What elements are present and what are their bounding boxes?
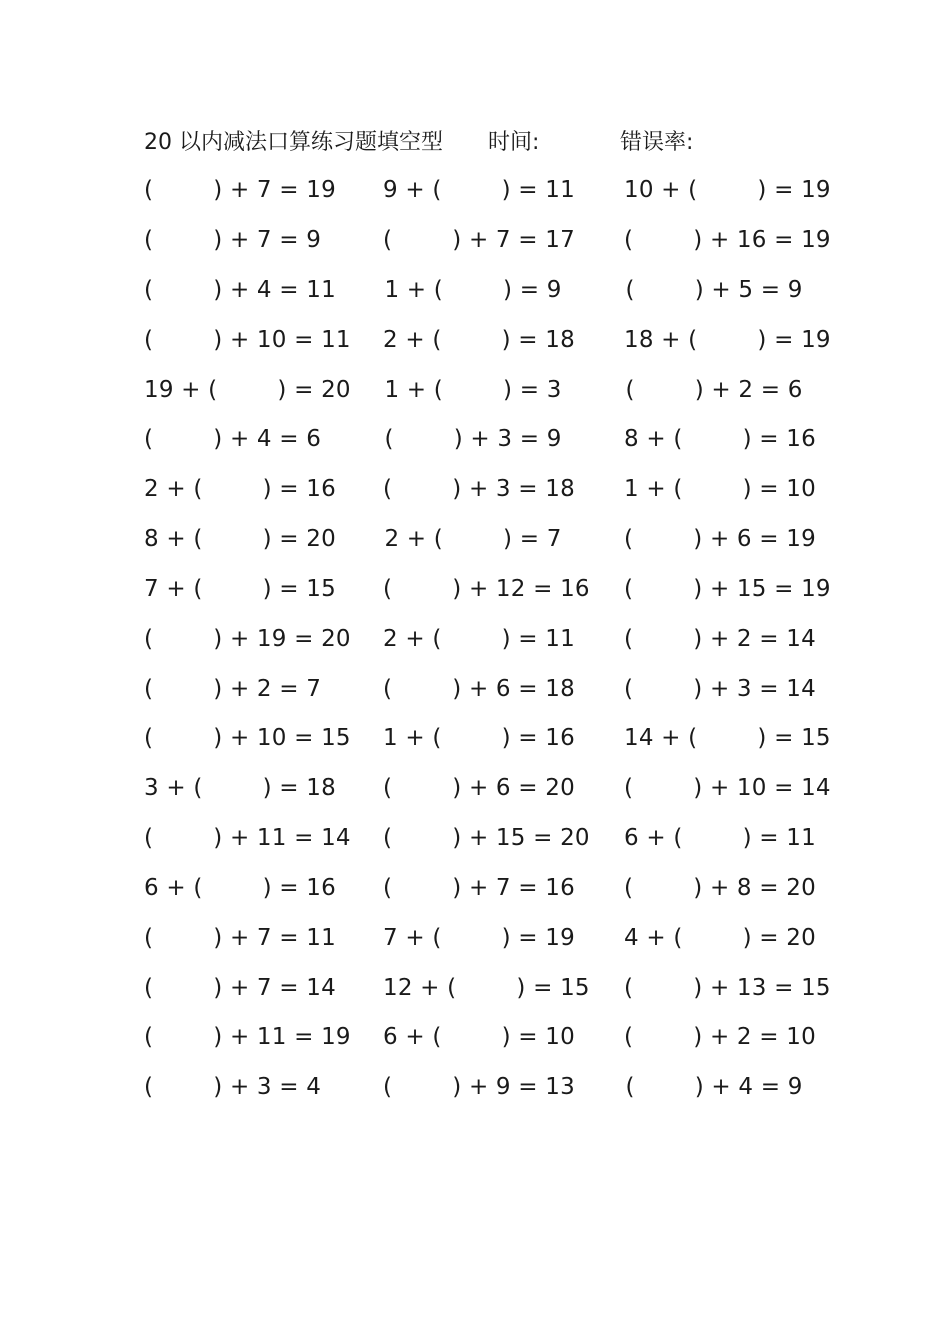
problem-c2-r11: ( ) + 6 = 18 (383, 676, 575, 702)
problem-c1-r1: ( ) + 7 = 19 (144, 177, 336, 203)
worksheet-title: 20 以内减法口算练习题填空型 (144, 130, 443, 155)
problem-c2-r13: ( ) + 6 = 20 (383, 775, 575, 801)
problem-c1-r13: 3 + ( ) = 18 (144, 775, 336, 801)
problem-c1-r6: ( ) + 4 = 6 (144, 426, 322, 452)
problem-c3-r3: ( ) + 5 = 9 (625, 277, 803, 303)
problem-c3-r2: ( ) + 16 = 19 (624, 227, 831, 253)
problem-c1-r10: ( ) + 19 = 20 (144, 626, 351, 652)
problem-c1-r16: ( ) + 7 = 11 (144, 925, 336, 951)
problem-c1-r14: ( ) + 11 = 14 (144, 825, 351, 851)
problem-c1-r17: ( ) + 7 = 14 (144, 975, 336, 1001)
problem-c3-r10: ( ) + 2 = 14 (624, 626, 816, 652)
problem-c2-r8: 2 + ( ) = 7 (384, 526, 562, 552)
error-rate-label: 错误率: (620, 130, 694, 155)
problem-c2-r19: ( ) + 9 = 13 (383, 1074, 575, 1100)
problem-c2-r10: 2 + ( ) = 11 (383, 626, 575, 652)
problem-c3-r17: ( ) + 13 = 15 (624, 975, 831, 1001)
problem-c2-r4: 2 + ( ) = 18 (383, 327, 575, 353)
problem-c2-r7: ( ) + 3 = 18 (383, 476, 575, 502)
problem-c2-r1: 9 + ( ) = 11 (383, 177, 575, 203)
problem-c2-r3: 1 + ( ) = 9 (384, 277, 562, 303)
problem-c1-r8: 8 + ( ) = 20 (144, 526, 336, 552)
problem-c3-r11: ( ) + 3 = 14 (624, 676, 816, 702)
problem-c3-r13: ( ) + 10 = 14 (624, 775, 831, 801)
problem-c1-r5: 19 + ( ) = 20 (144, 377, 351, 403)
problem-c1-r12: ( ) + 10 = 15 (144, 725, 351, 751)
problem-c2-r2: ( ) + 7 = 17 (383, 227, 575, 253)
worksheet-header (144, 126, 784, 160)
problem-c2-r18: 6 + ( ) = 10 (383, 1024, 575, 1050)
problem-c1-r19: ( ) + 3 = 4 (144, 1074, 322, 1100)
problem-c2-r15: ( ) + 7 = 16 (383, 875, 575, 901)
problem-c3-r16: 4 + ( ) = 20 (624, 925, 816, 951)
problem-c1-r3: ( ) + 4 = 11 (144, 277, 336, 303)
problem-c1-r7: 2 + ( ) = 16 (144, 476, 336, 502)
problem-c3-r14: 6 + ( ) = 11 (624, 825, 816, 851)
problem-c2-r14: ( ) + 15 = 20 (383, 825, 590, 851)
problem-c3-r4: 18 + ( ) = 19 (624, 327, 831, 353)
problem-c3-r5: ( ) + 2 = 6 (625, 377, 803, 403)
problem-c2-r16: 7 + ( ) = 19 (383, 925, 575, 951)
problem-c1-r11: ( ) + 2 = 7 (144, 676, 322, 702)
problem-c1-r4: ( ) + 10 = 11 (144, 327, 351, 353)
problem-c3-r6: 8 + ( ) = 16 (624, 426, 816, 452)
problem-c1-r9: 7 + ( ) = 15 (144, 576, 336, 602)
problem-c3-r19: ( ) + 4 = 9 (625, 1074, 803, 1100)
problem-c1-r15: 6 + ( ) = 16 (144, 875, 336, 901)
problem-c3-r9: ( ) + 15 = 19 (624, 576, 831, 602)
problem-c3-r15: ( ) + 8 = 20 (624, 875, 816, 901)
problem-c2-r12: 1 + ( ) = 16 (383, 725, 575, 751)
problem-c2-r17: 12 + ( ) = 15 (383, 975, 590, 1001)
problem-c3-r1: 10 + ( ) = 19 (624, 177, 831, 203)
problem-c2-r5: 1 + ( ) = 3 (384, 377, 562, 403)
problem-c1-r2: ( ) + 7 = 9 (144, 227, 322, 253)
problem-c1-r18: ( ) + 11 = 19 (144, 1024, 351, 1050)
problem-c2-r6: ( ) + 3 = 9 (384, 426, 562, 452)
problem-c3-r8: ( ) + 6 = 19 (624, 526, 816, 552)
problem-c2-r9: ( ) + 12 = 16 (383, 576, 590, 602)
problem-c3-r18: ( ) + 2 = 10 (624, 1024, 816, 1050)
problem-c3-r7: 1 + ( ) = 10 (624, 476, 816, 502)
time-label: 时间: (488, 130, 540, 155)
problem-c3-r12: 14 + ( ) = 15 (624, 725, 831, 751)
